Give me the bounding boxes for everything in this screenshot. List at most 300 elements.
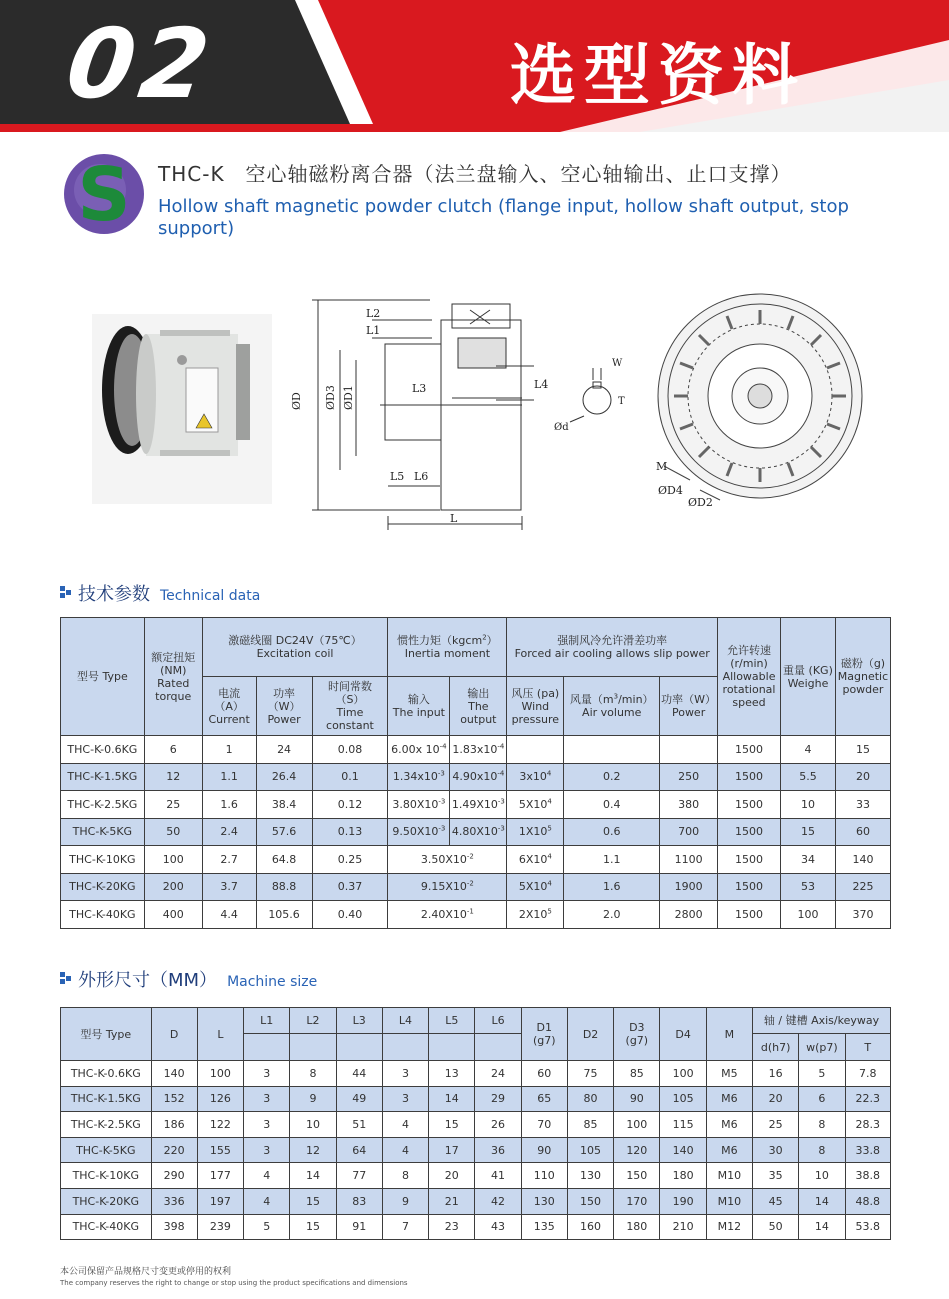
cell-value: 3.80X10 [392, 797, 439, 811]
cell-type [61, 763, 145, 791]
cell-current [202, 763, 256, 791]
cell-value: 34 [800, 852, 815, 866]
cell-M: M10 [706, 1163, 752, 1189]
cell-current [202, 791, 256, 819]
th-powder: 磁粉（g) Magnetic powder [835, 618, 890, 736]
cell-value: THC-K-5KG [72, 825, 133, 839]
label-M: M [656, 460, 668, 473]
cell-weight [781, 791, 836, 819]
cell-weight [781, 736, 836, 764]
cell-cooling-power [660, 791, 718, 819]
cell-L2: 8 [290, 1061, 336, 1087]
cell-value: 2800 [674, 907, 703, 921]
table-row [61, 846, 891, 874]
cell-exponent: -3 [438, 824, 446, 833]
cell-air-volume [564, 791, 660, 819]
table-row [61, 1137, 891, 1163]
machine-size-rows [61, 1061, 891, 1240]
th-type: 型号 Type [61, 618, 145, 736]
cell-value: 12 [166, 770, 181, 784]
cell-value: 1500 [735, 742, 764, 756]
cell-L4: 4 [382, 1112, 428, 1138]
cell-inertia [388, 901, 507, 929]
cell-L3: 77 [336, 1163, 382, 1189]
cell-cooling-power [660, 846, 718, 874]
cell-D: 152 [151, 1086, 197, 1112]
cell-value: 0.08 [337, 742, 363, 756]
label-W: W [612, 358, 623, 369]
product-photo [92, 314, 272, 504]
cell-L5: 15 [429, 1112, 475, 1138]
cell-M: M6 [706, 1112, 752, 1138]
cell-value: 4.90x10 [452, 770, 498, 784]
cell-D4: 105 [660, 1086, 706, 1112]
th-inertia: 惯性力矩（kgcm$^2$） Inertia moment [388, 618, 507, 677]
cell-exponent: -3 [497, 797, 505, 806]
cell-power [256, 901, 312, 929]
cell-D4: 180 [660, 1163, 706, 1189]
cell-value: 3.50X10 [420, 852, 467, 866]
cell-exponent: 4 [547, 797, 552, 806]
cell-power [256, 791, 312, 819]
cell-power [256, 846, 312, 874]
cell-D: 140 [151, 1061, 197, 1087]
cell-D1: 135 [521, 1214, 567, 1240]
cell-M: M10 [706, 1188, 752, 1214]
cell-value: THC-K-20KG [69, 880, 136, 894]
cell-value: 1.6 [602, 880, 621, 894]
cell-D2: 160 [567, 1214, 613, 1240]
cell-weight [781, 818, 836, 846]
cell-L4: 3 [382, 1086, 428, 1112]
cell-value: 0.40 [337, 907, 363, 921]
cell-value: 0.4 [602, 797, 621, 811]
cell-power [256, 873, 312, 901]
cell-L4: 8 [382, 1163, 428, 1189]
cell-value: 20 [855, 770, 870, 784]
sh-L1-blank [244, 1034, 290, 1061]
label-L2: L2 [366, 307, 381, 320]
cell-w: 10 [799, 1163, 845, 1189]
svg-text:S: S [77, 152, 131, 236]
technical-data-table [60, 617, 891, 929]
cell-value: 0.25 [337, 852, 363, 866]
sh-L3: L3 [336, 1008, 382, 1034]
keyway-drawing [570, 368, 611, 422]
cell-L6: 26 [475, 1112, 521, 1138]
cell-exponent: -4 [497, 742, 505, 751]
sh-L: L [197, 1008, 243, 1061]
cell-type: THC-K-20KG [61, 1188, 152, 1214]
sh-D: D [151, 1008, 197, 1061]
cell-T: 7.8 [845, 1061, 890, 1087]
label-D4: ØD4 [658, 484, 683, 497]
cell-current [202, 818, 256, 846]
sh-L2-blank [290, 1034, 336, 1061]
cell-L6: 29 [475, 1086, 521, 1112]
cell-value: 1X10 [518, 825, 548, 839]
cell-D2: 130 [567, 1163, 613, 1189]
th-weight: 重量 (KG) Weighe [781, 618, 836, 736]
sh-T: T [845, 1034, 890, 1061]
sh-w: w(p7) [799, 1034, 845, 1061]
cell-D3: 170 [614, 1188, 660, 1214]
cell-M: M6 [706, 1137, 752, 1163]
sh-L6: L6 [475, 1008, 521, 1034]
section-marker-icon [58, 970, 72, 986]
label-D1: ØD1 [342, 385, 355, 410]
cell-value: 0.37 [337, 880, 363, 894]
cell-value: 33 [855, 797, 870, 811]
cell-L1: 3 [244, 1112, 290, 1138]
cell-D1: 70 [521, 1112, 567, 1138]
tech-section-title-en: Technical data [160, 588, 261, 604]
cell-value: 1.1 [220, 770, 238, 784]
sh-axis-keyway: 轴 / 键槽 Axis/keyway [752, 1008, 890, 1034]
th-speed: 允许转速 (r/min) Allowable rotational speed [718, 618, 781, 736]
cell-current [202, 873, 256, 901]
cell-value: 88.8 [271, 880, 297, 894]
cell-wind-pressure [507, 791, 564, 819]
cell-exponent: 5 [547, 907, 552, 916]
cell-L1: 3 [244, 1137, 290, 1163]
cell-type: THC-K-1.5KG [61, 1086, 152, 1112]
cell-speed [718, 791, 781, 819]
cell-L: 100 [197, 1061, 243, 1087]
cell-L: 122 [197, 1112, 243, 1138]
cell-torque [144, 901, 202, 929]
cell-powder [835, 901, 890, 929]
cell-output [450, 818, 507, 846]
sh-D2: D2 [567, 1008, 613, 1061]
cell-power [256, 818, 312, 846]
cell-D4: 210 [660, 1214, 706, 1240]
cell-value: 1 [225, 742, 233, 756]
cell-value: 250 [678, 770, 700, 784]
cell-air-volume [564, 901, 660, 929]
cell-value: THC-K-40KG [69, 907, 136, 921]
cell-value: 4.80X10 [451, 825, 498, 839]
cell-L5: 13 [429, 1061, 475, 1087]
cell-value: 3.7 [220, 880, 238, 894]
machine-size-table [60, 1007, 891, 1240]
label-D: ØD [290, 392, 303, 410]
cell-value: 1500 [735, 797, 764, 811]
cell-time-constant [312, 846, 388, 874]
cell-M: M5 [706, 1061, 752, 1087]
cell-D: 186 [151, 1112, 197, 1138]
cell-air-volume [564, 873, 660, 901]
cell-d: 20 [752, 1086, 798, 1112]
cell-power [256, 736, 312, 764]
cell-powder [835, 818, 890, 846]
cell-L3: 44 [336, 1061, 382, 1087]
cell-value: 60 [855, 825, 870, 839]
th-current: 电流（A） Current [202, 677, 256, 736]
cell-L3: 64 [336, 1137, 382, 1163]
cell-value: 1100 [674, 852, 703, 866]
cell-L4: 9 [382, 1188, 428, 1214]
cell-type: THC-K-10KG [61, 1163, 152, 1189]
cell-input [388, 736, 450, 764]
cell-value: 5X10 [518, 797, 548, 811]
cell-L1: 3 [244, 1086, 290, 1112]
cell-speed [718, 818, 781, 846]
cell-current [202, 901, 256, 929]
th-power: 功率（W） Power [256, 677, 312, 736]
th-output: 输出 The output [450, 677, 507, 736]
cell-wind-pressure [507, 763, 564, 791]
cell-type [61, 791, 145, 819]
cell-value: 6 [169, 742, 177, 756]
cell-D1: 110 [521, 1163, 567, 1189]
cell-value: 9.50X10 [392, 825, 439, 839]
cell-air-volume [564, 763, 660, 791]
cell-output [450, 791, 507, 819]
cell-exponent: -4 [439, 742, 447, 751]
cell-value: 0.13 [337, 825, 363, 839]
cell-L6: 43 [475, 1214, 521, 1240]
cell-M: M12 [706, 1214, 752, 1240]
cell-value: THC-K-1.5KG [67, 770, 138, 784]
cell-type [61, 873, 145, 901]
cell-D3: 90 [614, 1086, 660, 1112]
cell-d: 25 [752, 1112, 798, 1138]
cell-exponent: -1 [466, 907, 474, 916]
table-row [61, 736, 891, 764]
cell-torque [144, 791, 202, 819]
cell-time-constant [312, 791, 388, 819]
cell-D: 336 [151, 1188, 197, 1214]
table-row [61, 818, 891, 846]
cell-value: 2.4 [220, 825, 238, 839]
cell-value: 24 [277, 742, 292, 756]
sh-L3-blank [336, 1034, 382, 1061]
cell-T: 48.8 [845, 1188, 890, 1214]
cell-speed [718, 873, 781, 901]
cell-value: 1500 [735, 852, 764, 866]
th-time-constant: 时间常数（S） Time constant [312, 677, 388, 736]
cell-output [450, 736, 507, 764]
cell-value: 1.83x10 [452, 742, 498, 756]
table-row [61, 791, 891, 819]
sh-L2: L2 [290, 1008, 336, 1034]
cell-value: 4.4 [220, 907, 238, 921]
cell-powder [835, 791, 890, 819]
cell-L1: 5 [244, 1214, 290, 1240]
cell-value: 380 [678, 797, 700, 811]
cell-value: 225 [852, 880, 874, 894]
cell-L5: 21 [429, 1188, 475, 1214]
cell-D2: 80 [567, 1086, 613, 1112]
th-cooling: 强制风冷允许滑差功率 Forced air cooling allows slip power [507, 618, 718, 677]
cell-T: 33.8 [845, 1137, 890, 1163]
cell-cooling-power [660, 901, 718, 929]
cell-T: 53.8 [845, 1214, 890, 1240]
cell-cooling-power [660, 763, 718, 791]
cell-w: 8 [799, 1112, 845, 1138]
cell-D4: 100 [660, 1061, 706, 1087]
label-L5: L5 [390, 470, 405, 483]
cell-D4: 115 [660, 1112, 706, 1138]
cell-L5: 14 [429, 1086, 475, 1112]
label-L4: L4 [534, 378, 549, 391]
sh-d: d(h7) [752, 1034, 798, 1061]
cell-d: 16 [752, 1061, 798, 1087]
front-view-drawing [658, 294, 862, 500]
cell-value: 2.0 [602, 907, 621, 921]
cell-D4: 190 [660, 1188, 706, 1214]
cell-type: THC-K-5KG [61, 1137, 152, 1163]
cell-exponent: -3 [438, 797, 446, 806]
cell-value: 100 [797, 907, 819, 921]
label-T: T [618, 396, 625, 407]
cell-D2: 75 [567, 1061, 613, 1087]
cell-current [202, 846, 256, 874]
table-row [61, 1061, 891, 1087]
cell-inertia [388, 873, 507, 901]
cell-time-constant [312, 818, 388, 846]
cell-value: 1.34x10 [392, 770, 438, 784]
table-row [61, 763, 891, 791]
table-row [61, 1163, 891, 1189]
cell-L3: 91 [336, 1214, 382, 1240]
cell-value: THC-K-2.5KG [67, 797, 138, 811]
cell-time-constant [312, 736, 388, 764]
cell-D1: 60 [521, 1061, 567, 1087]
cell-D3: 120 [614, 1137, 660, 1163]
cell-L4: 7 [382, 1214, 428, 1240]
cell-wind-pressure [507, 873, 564, 901]
cell-type [61, 901, 145, 929]
cell-L: 177 [197, 1163, 243, 1189]
cell-L3: 49 [336, 1086, 382, 1112]
cell-T: 28.3 [845, 1112, 890, 1138]
product-title-cn: THC-K 空心轴磁粉离合器（法兰盘输入、空心轴输出、止口支撑） [158, 162, 792, 186]
banner-title: 选型资料 [510, 37, 806, 114]
cell-value: 15 [855, 742, 870, 756]
sh-L4: L4 [382, 1008, 428, 1034]
cell-weight [781, 873, 836, 901]
cell-L4: 3 [382, 1061, 428, 1087]
cell-M: M6 [706, 1086, 752, 1112]
cell-weight [781, 846, 836, 874]
cell-L6: 24 [475, 1061, 521, 1087]
th-air-volume: 风量$(m^3/\min)$ Air volume [564, 677, 660, 736]
section-drawing [312, 300, 534, 530]
cell-cooling-power [660, 736, 718, 764]
cell-value: 0.12 [337, 797, 363, 811]
table-row [61, 873, 891, 901]
label-D3: ØD3 [324, 385, 337, 410]
cell-L: 155 [197, 1137, 243, 1163]
th-wind-pressure: 风压 (pa) Wind pressure [507, 677, 564, 736]
cell-L2: 14 [290, 1163, 336, 1189]
cell-value: 6X10 [518, 852, 548, 866]
cell-value: 1.1 [602, 852, 621, 866]
cell-value: 15 [800, 825, 815, 839]
cell-value: 100 [162, 852, 184, 866]
sh-D1: D1 (g7) [521, 1008, 567, 1061]
cell-exponent: -3 [437, 769, 445, 778]
cell-L6: 36 [475, 1137, 521, 1163]
cell-D: 290 [151, 1163, 197, 1189]
cell-L1: 4 [244, 1188, 290, 1214]
cell-type [61, 818, 145, 846]
cell-T: 22.3 [845, 1086, 890, 1112]
cell-value: 64.8 [271, 852, 297, 866]
cell-value: 1.6 [220, 797, 238, 811]
cell-L5: 20 [429, 1163, 475, 1189]
cell-value: 0.2 [602, 770, 621, 784]
cell-d: 50 [752, 1214, 798, 1240]
table-row [61, 901, 891, 929]
cell-speed [718, 736, 781, 764]
cell-air-volume [564, 818, 660, 846]
cell-value: 1500 [735, 825, 764, 839]
sh-D4: D4 [660, 1008, 706, 1061]
table-row [61, 1214, 891, 1240]
cell-value: THC-K-10KG [69, 852, 136, 866]
cell-L2: 15 [290, 1214, 336, 1240]
tech-section-title-cn: 技术参数 [78, 584, 150, 605]
cell-value: 1500 [735, 907, 764, 921]
cell-D2: 85 [567, 1112, 613, 1138]
label-D2: ØD2 [688, 496, 713, 509]
cell-d: 35 [752, 1163, 798, 1189]
cell-exponent: -2 [466, 879, 474, 888]
section-marker-icon [58, 584, 72, 600]
cell-torque [144, 873, 202, 901]
cell-value: 2.7 [220, 852, 238, 866]
cell-value: 1900 [674, 880, 703, 894]
cell-w: 8 [799, 1137, 845, 1163]
cell-L2: 12 [290, 1137, 336, 1163]
cell-time-constant [312, 873, 388, 901]
label-L6: L6 [414, 470, 429, 483]
sh-M: M [706, 1008, 752, 1061]
cell-L5: 17 [429, 1137, 475, 1163]
label-L: L [450, 512, 458, 525]
cell-exponent: -4 [497, 769, 505, 778]
cell-powder [835, 736, 890, 764]
cell-D: 398 [151, 1214, 197, 1240]
cell-speed [718, 846, 781, 874]
cell-value: 1500 [735, 770, 764, 784]
cell-d: 30 [752, 1137, 798, 1163]
size-section-header [58, 966, 317, 992]
tech-section-header [58, 580, 260, 606]
th-cooling-power: 功率（W） Power [660, 677, 718, 736]
cell-L6: 41 [475, 1163, 521, 1189]
cell-value: 0.1 [341, 770, 359, 784]
sh-type: 型号 Type [61, 1008, 152, 1061]
cell-D1: 65 [521, 1086, 567, 1112]
product-title-en: Hollow shaft magnetic powder clutch (flange input, hollow shaft output, stop support) [158, 196, 849, 239]
cell-d: 45 [752, 1188, 798, 1214]
cell-value: 6.00x 10 [391, 742, 440, 756]
th-torque: 额定扭矩 (NM) Rated torque [144, 618, 202, 736]
cell-speed [718, 763, 781, 791]
cell-wind-pressure [507, 846, 564, 874]
cell-input [388, 818, 450, 846]
header-banner [0, 0, 949, 132]
cell-D2: 150 [567, 1188, 613, 1214]
cell-time-constant [312, 763, 388, 791]
label-d: Ød [554, 422, 569, 433]
cell-T: 38.8 [845, 1163, 890, 1189]
label-L1: L1 [366, 324, 381, 337]
